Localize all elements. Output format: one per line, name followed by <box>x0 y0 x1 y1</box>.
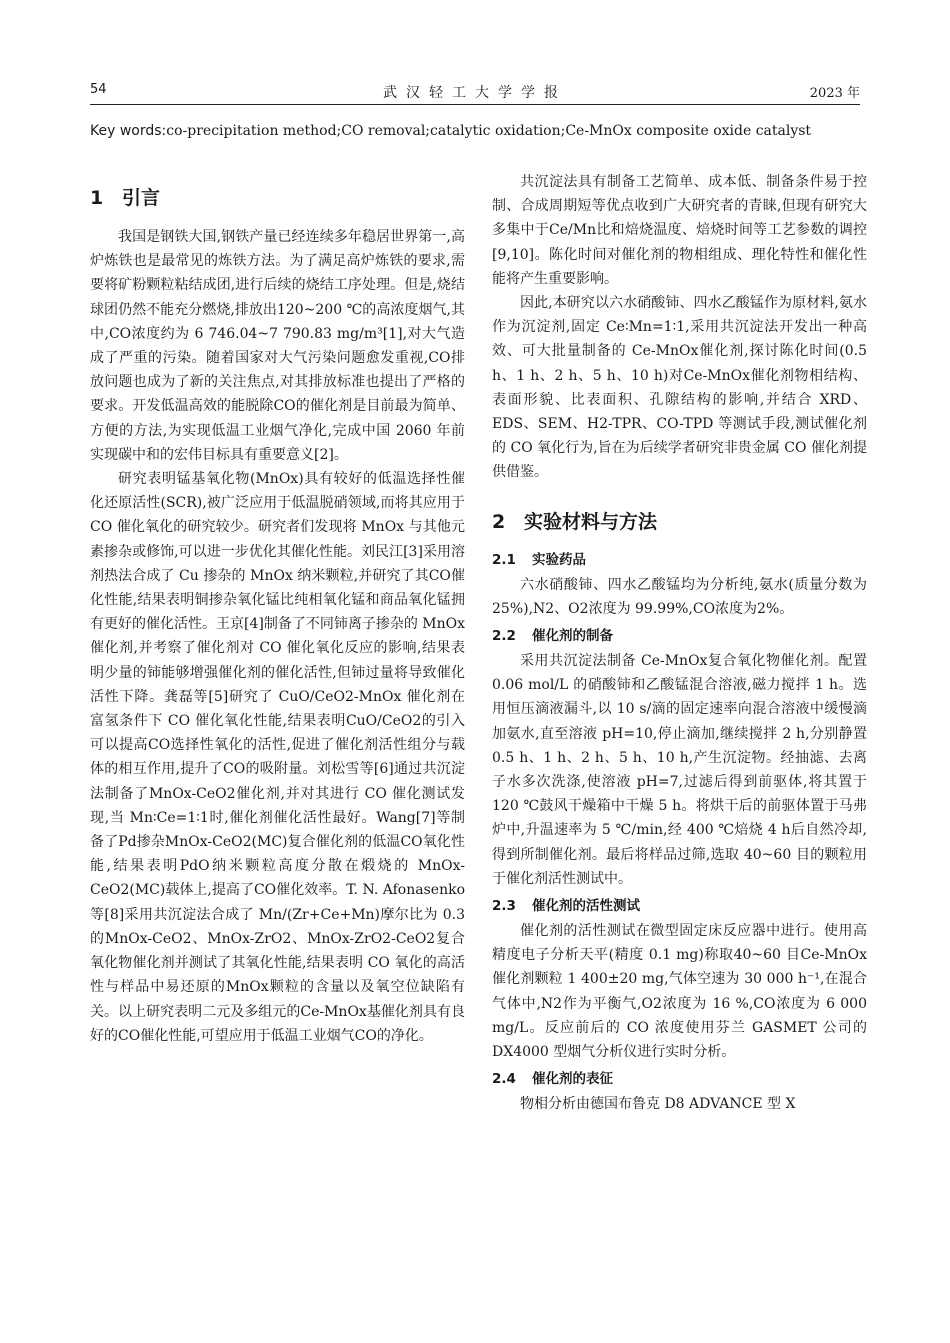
section-1-number: 1 <box>90 187 104 209</box>
section-2-heading <box>492 507 867 537</box>
subsection-2-4-title: 催化剂的表征 <box>532 1071 613 1088</box>
intro-paragraph-3: 共沉淀法具有制备工艺简单、成本低、制备条件易于控制、合成周期短等优点收到广大研究者的青睐,但现有研究大多集中于Ce/Mn比和焙烧温度、焙烧时间等工艺参数的调控[9,10]。陈化时间对催化剂的物相组成、理化特性和催化性能将产生重要影响。 <box>492 174 867 287</box>
keywords-text: co-precipitation method;CO removal;catalytic oxidation;Ce-MnOx composite oxide catalyst <box>166 123 812 139</box>
subsection-2-1-heading <box>492 549 867 571</box>
subsection-2-4-heading <box>492 1068 867 1090</box>
journal-title: 武汉轻工大学学报 <box>383 85 567 101</box>
publication-year: 2023 年 <box>809 86 860 101</box>
section-2-number: 2 <box>492 510 506 533</box>
subsection-2-3-number: 2.3 <box>492 898 516 915</box>
intro-paragraph-4: 因此,本研究以六水硝酸铈、四水乙酸锰作为原材料,氨水作为沉淀剂,固定 Ce∶Mn=1∶1,采用共沉淀法开发出一种高效、可大批量制备的 Ce-MnOx催化剂,探讨陈化时间(0.5 h、1 h、2 h、5 h、10 h)对Ce-MnOx催化剂物相结构、表面形貌、比表面积、孔隙结构的影响,并结合 XRD、EDS、SEM、H2-TPR、CO-TPD 等测试手段,测试催化剂的 CO 氧化行为,旨在为后续学者研究非贵金属 CO 催化剂提供借鉴。 <box>492 295 867 481</box>
subsection-2-2-heading <box>492 625 867 647</box>
section-1-title: 引言 <box>122 187 161 209</box>
page-header <box>90 80 860 105</box>
keywords-line <box>90 123 870 139</box>
left-column <box>90 175 465 1048</box>
intro-paragraph-1: 我国是钢铁大国,钢铁产量已经连续多年稳居世界第一,高炉炼铁也是最常见的炼铁方法。为了满足高炉炼铁的要求,需要将矿粉颗粒粘结成团,进行后续的烧结工序处理。但是,烧结球团仍然不能充分燃烧,排放出120~200 ℃的高浓度烟气,其中,CO浓度约为 6 746.04~7 790.83 mg/m³[1],对大气造成了严重的污染。随着国家对大气污染问题愈发重视,CO排放问题也成为了新的关注焦点,对其排放标准也提出了严格的要求。开发低温高效的能脱除CO的催化剂是目前最为简单、方便的方法,为实现低温工业烟气净化,完成中国 2060 年前实现碳中和的宏伟目标具有重要意义[2]。 <box>90 229 465 463</box>
page-number: 54 <box>90 82 107 97</box>
right-column <box>492 170 867 1117</box>
subsection-2-2-title: 催化剂的制备 <box>532 628 613 645</box>
keywords-label: Key words: <box>90 123 167 139</box>
subsection-2-3-text: 催化剂的活性测试在微型固定床反应器中进行。使用高精度电子分析天平(精度 0.1 mg)称取40~60 目Ce-MnOx催化剂颗粒 1 400±20 mg,气体空速为 30 000 h⁻¹,在混合气体中,N2作为平衡气,O2浓度为 16 %,CO浓度为 6 000 mg/L。反应前后的 CO 浓度使用芬兰 GASMET 公司的DX4000 型烟气分析仪进行实时分析。 <box>492 923 867 1061</box>
subsection-2-1-number: 2.1 <box>492 551 516 568</box>
section-2-title: 实验材料与方法 <box>524 510 658 533</box>
subsection-2-2-text: 采用共沉淀法制备 Ce-MnOx复合氧化物催化剂。配置0.06 mol/L 的硝酸铈和乙酸锰混合溶液,磁力搅拌 1 h。选用恒压滴液漏斗,以 10 s/滴的固定速率向混合溶液中缓慢滴加氨水,直至溶液 pH=10,停止滴加,继续搅拌 2 h,分别静置 0.5 h、1 h、2 h、5 h、10 h,产生沉淀物。经抽滤、去离子水多次洗涤,使溶液 pH=7,过滤后得到前驱体,将其置于120 ℃鼓风干燥箱中干燥 5 h。将烘干后的前驱体置于马弗炉中,升温速率为 5 ℃/min,经 400 ℃焙烧 4 h后自然冷却,得到所制催化剂。最后将样品过筛,选取 40~60 目的颗粒用于催化剂活性测试中。 <box>492 653 867 887</box>
subsection-2-1-title: 实验药品 <box>532 551 586 568</box>
subsection-2-3-title: 催化剂的活性测试 <box>532 898 640 915</box>
intro-paragraph-2: 研究表明锰基氧化物(MnOx)具有较好的低温选择性催化还原活性(SCR),被广泛应用于低温脱硝领域,而将其应用于 CO 催化氧化的研究较少。研究者们发现将 MnOx 与其他元素掺杂或修饰,可以进一步优化其催化性能。刘民江[3]采用溶剂热法合成了 Cu 掺杂的 MnOx 纳米颗粒,并研究了其CO催化性能,结果表明铜掺杂氧化锰比纯相氧化锰和商品氧化锰拥有更好的催化活性。王京[4]制备了不同铈离子掺杂的 MnOx 催化剂,并考察了催化剂对 CO 催化氧化反应的影响,结果表明少量的铈能够增强催化剂的催化活性,但铈过量将导致催化活性下降。龚磊等[5]研究了 CuO/CeO2-MnOx 催化剂在富氢条件下 CO 催化氧化性能,结果表明CuO/CeO2的引入可以提高CO选择性氧化的活性,促进了催化剂活性组分与载体的相互作用,提升了CO的吸附量。刘松雪等[6]通过共沉淀法制备了MnOx-CeO2催化剂,并对其进行 CO 催化测试发现,当 Mn∶Ce=1∶1时,催化剂催化活性最好。Wang[7]等制备了Pd掺杂MnOx-CeO2(MC)复合催化剂的低温CO氧化性能,结果表明PdO纳米颗粒高度分散在煅烧的 MnOx-CeO2(MC)载体上,提高了CO催化效率。T. N. Afonasenko 等[8]采用共沉淀法合成了 Mn/(Zr+Ce+Mn)摩尔比为 0.3 的MnOx-CeO2、MnOx-ZrO2、MnOx-ZrO2-CeO2复合氧化物催化剂并测试了其氧化性能,结果表明 CO 氧化的高活性与样品中易还原的MnOx颗粒的含量以及氧空位缺陷有关。以上研究表明二元及多组元的Ce-MnOx基催化剂具有良好的CO催化性能,可望应用于低温工业烟气CO的净化。 <box>90 471 466 1044</box>
subsection-2-3-heading <box>492 895 867 917</box>
section-1-heading <box>90 183 465 213</box>
subsection-2-1-text: 六水硝酸铈、四水乙酸锰均为分析纯,氨水(质量分数为 25%),N2、O2浓度为 99.99%,CO浓度为2%。 <box>492 576 867 617</box>
subsection-2-4-text: 物相分析由德国布鲁克 D8 ADVANCE 型 X <box>520 1096 796 1113</box>
subsection-2-2-number: 2.2 <box>492 628 516 645</box>
subsection-2-4-number: 2.4 <box>492 1071 516 1088</box>
